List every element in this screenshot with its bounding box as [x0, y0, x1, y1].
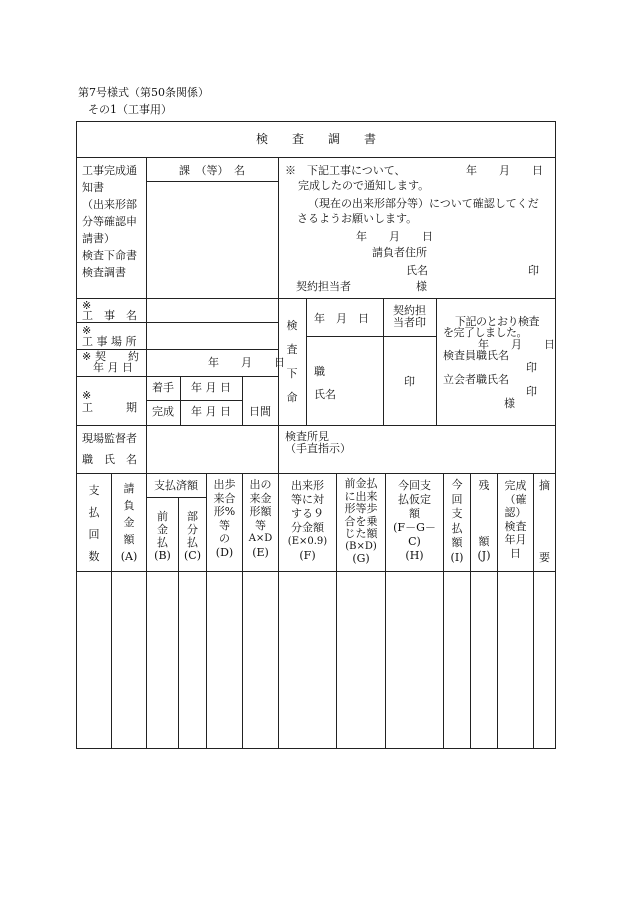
notice-line: さるようお願いします。 — [297, 212, 418, 225]
header-text: 認） — [504, 506, 527, 519]
header-text: 日 — [510, 546, 521, 560]
col-progress-rate — [207, 478, 242, 559]
section-name-label: 課 （等） 名 — [179, 164, 245, 177]
contract-date-value[interactable]: 年 月 日 — [208, 356, 285, 369]
name-label: 氏名 — [314, 388, 336, 401]
header-text: 額 — [409, 507, 420, 520]
header-text: 年月 — [504, 533, 527, 546]
header-text: 払 — [451, 521, 463, 535]
asterisk-mark: ※ — [82, 324, 92, 337]
work-place-field[interactable] — [148, 324, 276, 346]
header-text: (G) — [352, 552, 370, 565]
witness-seal: 印 — [526, 385, 537, 398]
header-text: 来金 — [249, 491, 272, 505]
days-label: 日間 — [249, 405, 271, 418]
header-text: （確 — [504, 492, 527, 506]
contractor-address-label: 請負者住所 — [372, 246, 427, 259]
result-line: を完了しました。 — [443, 326, 527, 339]
contract-officer-label: 契約担当者 — [296, 280, 351, 293]
header-text: 今回支 — [398, 479, 431, 492]
header-text: 回 — [451, 492, 463, 506]
spacer — [534, 493, 555, 551]
col-progress-amount — [243, 478, 278, 559]
seal-label-line: 契約担 — [393, 304, 426, 317]
result-date: 年 月 日 — [478, 338, 555, 351]
header-text: (B×D) — [345, 540, 377, 552]
header-text: 等 — [219, 518, 230, 532]
order-date[interactable]: 年 月 日 — [314, 312, 369, 325]
honorific: 様 — [416, 280, 427, 293]
notice-line: （現在の出来形部分等）について確認してくだ — [308, 197, 539, 210]
header-text: 形額 — [249, 505, 272, 518]
supervisor-field[interactable] — [148, 427, 276, 471]
header-text: (B) — [154, 549, 171, 562]
header-text: (A) — [120, 550, 138, 563]
contractor-name-label: 氏名 — [406, 264, 428, 277]
result-line: 下記のとおり検査 — [455, 315, 539, 328]
header-text: 払 — [157, 536, 168, 549]
col-payment-count — [77, 480, 111, 568]
inspector-label: 検査員職氏名 — [443, 349, 509, 362]
supervisor-label: 現場監督者 — [82, 432, 137, 445]
header-text: 摘 — [539, 479, 550, 492]
start-date[interactable]: 年 月 日 — [191, 381, 231, 394]
header-text: 前 — [157, 510, 168, 523]
header-text: 分金額 — [291, 521, 324, 534]
payment-entry-area[interactable] — [78, 573, 554, 746]
header-text: (J) — [477, 549, 491, 562]
header-text: 額 — [451, 536, 463, 549]
notice-date: 年 月 日 — [356, 230, 433, 243]
header-text: 来合 — [213, 491, 236, 505]
col-ninety-percent-amount — [279, 479, 336, 563]
header-text: (E) — [252, 545, 269, 559]
v-char: 下 — [286, 367, 298, 380]
col-remarks — [534, 479, 555, 565]
header-text: (F) — [299, 549, 316, 562]
v-char: 命 — [286, 391, 298, 404]
header-text: (E×0.9) — [287, 536, 328, 547]
asterisk-mark: ※ — [82, 299, 92, 312]
header-text: 形% — [213, 505, 236, 518]
col-advance-payment — [147, 510, 178, 562]
header-text: (H) — [405, 549, 424, 562]
header-text: 今 — [451, 478, 463, 491]
col-current-payment — [444, 478, 470, 565]
col-paid-amount: 支払済額 — [154, 479, 198, 492]
header-text: (D) — [215, 545, 234, 559]
header-text: じた額 — [344, 527, 378, 540]
header-text: 支 — [88, 484, 100, 497]
header-text: 負 — [123, 499, 135, 512]
header-text: 形等歩 — [344, 502, 378, 515]
header-text: 回 — [88, 528, 100, 541]
notice-line: 完成したので通知します。 — [298, 179, 430, 192]
doc-name-line: 工事完成通 — [82, 164, 137, 177]
contract-label: 契 約 — [95, 350, 139, 363]
v-char: 査 — [286, 343, 298, 356]
work-name-label: 工 事 名 — [82, 309, 137, 322]
doc-name-line: 検査下命書 — [82, 249, 137, 262]
inspection-order-vertical — [280, 319, 304, 415]
contractor-seal: 印 — [528, 264, 539, 277]
asterisk-mark: ※ — [82, 389, 92, 402]
rework-instruction-label: （手直指示） — [285, 442, 351, 455]
contract-date-label: 年 月 日 — [93, 361, 133, 374]
asterisk-mark: ※ — [82, 350, 92, 363]
header-text: 払仮定 — [398, 493, 431, 506]
header-text: 数 — [88, 550, 100, 563]
header-text: 出歩 — [213, 478, 236, 491]
header-text: 払 — [187, 536, 198, 549]
supervisor-name-label: 職 氏 名 — [82, 453, 137, 466]
header-text: の — [219, 532, 230, 545]
header-text: 等に対 — [291, 493, 324, 506]
inspection-opinion-label: 検査所見 — [285, 430, 329, 443]
header-text: 前金払 — [344, 477, 378, 490]
honorific: 様 — [504, 397, 515, 410]
contract-officer-seal-label — [383, 305, 436, 329]
col-advance-applied — [337, 478, 385, 566]
header-text: 金 — [157, 523, 168, 536]
col-partial-payment — [179, 510, 206, 562]
header-text: 合を乗 — [344, 514, 378, 528]
seal-label-line: 当者印 — [393, 316, 426, 329]
col-completion-inspection-date — [498, 479, 533, 560]
header-text: 等 — [255, 518, 266, 532]
seal-mark: 印 — [404, 375, 415, 388]
section-name-field[interactable] — [148, 183, 276, 296]
header-text: 請 — [123, 482, 135, 495]
header-text: 額 — [123, 533, 135, 546]
witness-label: 立会者職氏名 — [443, 373, 509, 386]
v-char: 検 — [286, 319, 298, 332]
header-text: 出の — [249, 478, 272, 491]
header-text: (C) — [184, 549, 201, 562]
header-text: 分 — [187, 523, 198, 536]
doc-name-line: 分等確認申 — [82, 215, 137, 228]
period-label: 工 期 — [82, 401, 137, 414]
header-text: 部 — [187, 510, 198, 523]
inspector-seal: 印 — [526, 361, 537, 374]
form-number: 第7号様式（第50条関係） — [78, 86, 209, 99]
doc-name-line: （出来形部 — [82, 198, 137, 211]
doc-name-line: 請書） — [82, 232, 115, 245]
col-contract-amount — [112, 480, 146, 565]
col-scheduled-payment — [386, 479, 443, 563]
header-text: 検査 — [504, 519, 527, 533]
header-text: 出来形 — [291, 479, 324, 492]
notice-line: ※ 下記工事について、 年 月 日 — [285, 164, 544, 177]
header-text: に出来 — [344, 489, 378, 503]
doc-name-line: 知書 — [82, 181, 104, 194]
header-text: 完成 — [504, 479, 527, 492]
header-text: 払 — [88, 506, 100, 519]
header-text: 支 — [451, 507, 463, 520]
doc-name-line: 検査調書 — [82, 266, 126, 279]
header-text: (I) — [450, 550, 464, 564]
completion-label: 完成 — [152, 405, 174, 418]
document-title: 検 査 調 書 — [255, 132, 376, 146]
header-text: (F－G－ — [393, 521, 436, 534]
start-label: 着手 — [152, 381, 174, 394]
header-text: 要 — [539, 551, 550, 564]
header-text: A×D — [248, 533, 273, 544]
header-text: C) — [408, 535, 421, 548]
header-text: する９ — [291, 507, 324, 520]
header-text: 額 — [478, 535, 490, 548]
header-text: 残 — [478, 479, 490, 492]
col-balance — [471, 479, 497, 563]
header-text: 金 — [123, 516, 135, 529]
work-name-field[interactable] — [148, 300, 276, 320]
post-label: 職 — [314, 365, 325, 378]
spacer — [471, 493, 497, 535]
work-place-label: 工 事 場 所 — [82, 335, 137, 348]
completion-date[interactable]: 年 月 日 — [191, 405, 231, 418]
form-subtitle: その1（工事用） — [88, 103, 172, 116]
